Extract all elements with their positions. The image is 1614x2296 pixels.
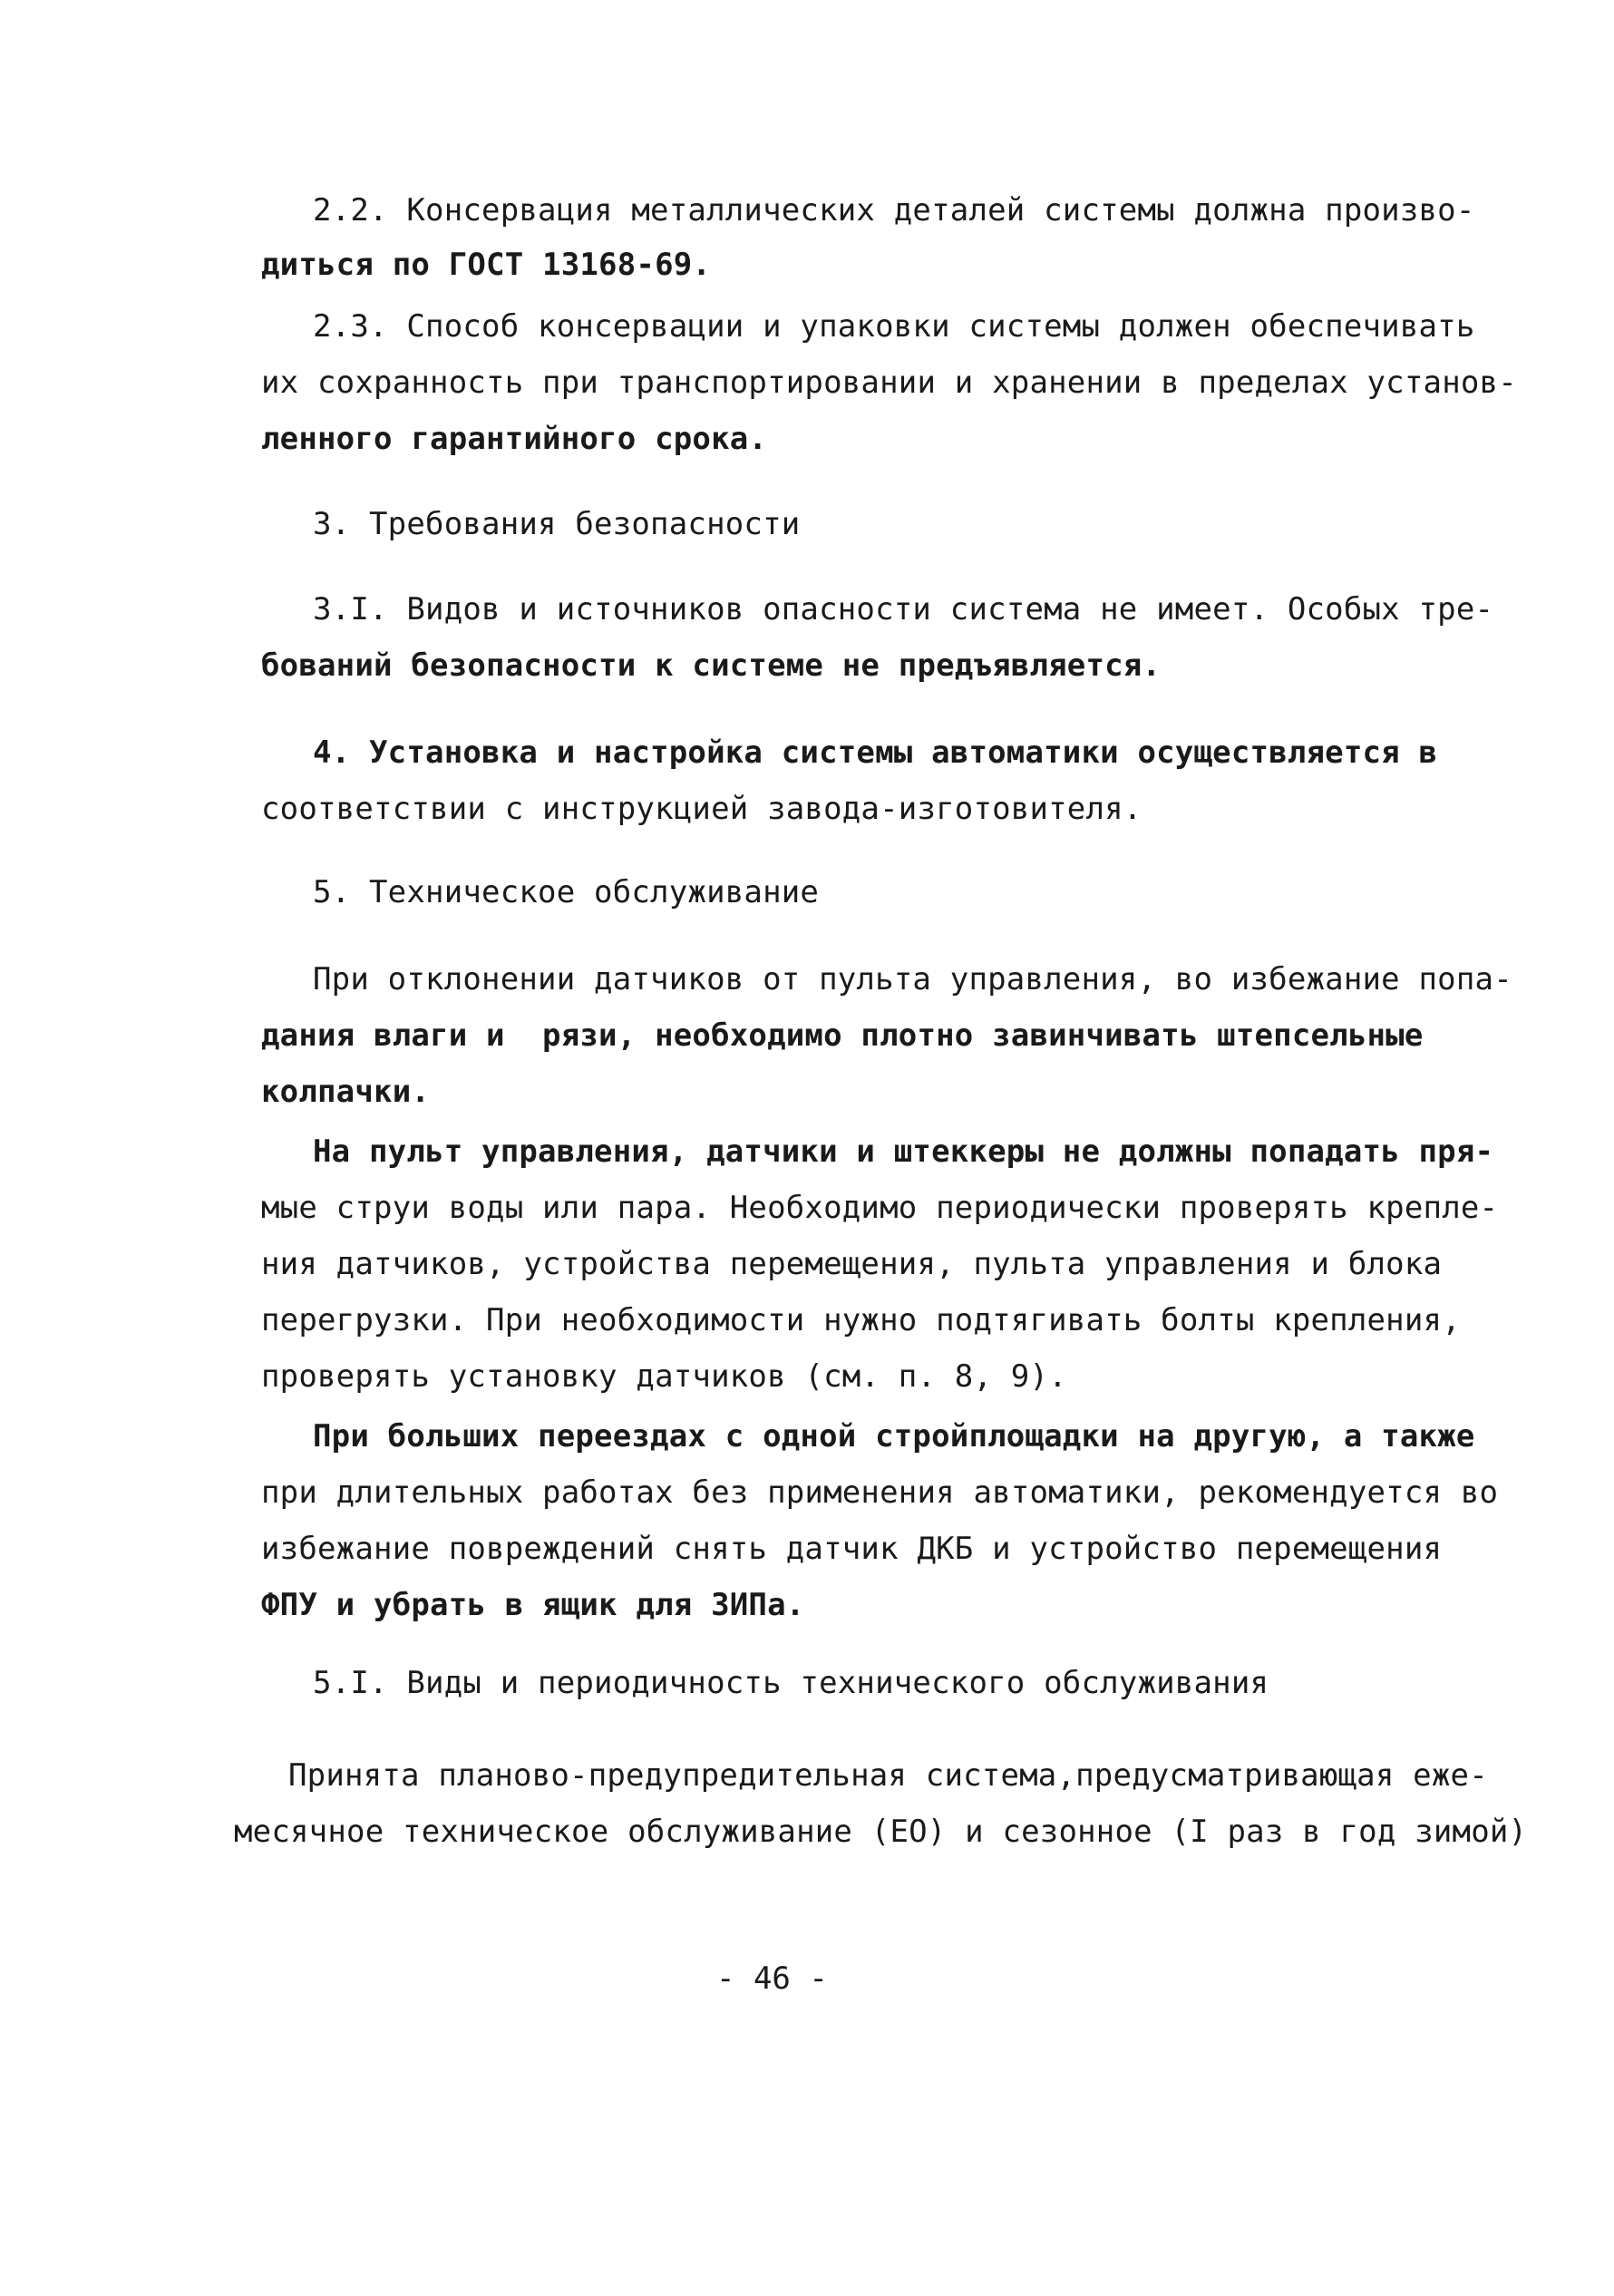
text-line: 3.I. Видов и источников опасности система не имеет. Особых тре- [313, 591, 1494, 628]
text-line: 2.3. Способ консервации и упаковки системы должен обеспечивать [313, 308, 1475, 345]
text-line: избежание повреждений снять датчик ДКБ и устройство перемещения [261, 1531, 1443, 1567]
section-heading: 5.I. Виды и периодичность технического обслуживания [313, 1665, 1269, 1701]
text-line: проверять установку датчиков (см. п. 8, 9). [261, 1358, 1067, 1395]
text-line: ния датчиков, устройства перемещения, пульта управления и блока [261, 1246, 1443, 1282]
text-line: их сохранность при транспортировании и хранении в пределах установ- [261, 365, 1517, 401]
text-line: При отклонении датчиков от пульта управления, во избежание попа- [313, 961, 1512, 997]
text-line: На пульт управления, датчики и штеккеры не должны попадать пря- [313, 1133, 1494, 1170]
text-line: 2.2. Консервация металлических деталей системы должна произво- [313, 192, 1475, 229]
text-line: Принята планово-предупредительная система,предусматривающая еже- [288, 1757, 1488, 1794]
section-heading: 5. Техническое обслуживание [313, 874, 820, 910]
text-line: колпачки. [261, 1074, 431, 1110]
text-line: бований безопасности к системе не предъявляется. [261, 647, 1162, 684]
text-line: 4. Установка и настройка системы автоматики осуществляется в [313, 735, 1438, 771]
text-line: При больших переездах с одной стройплощадки на другую, а также [313, 1418, 1475, 1454]
text-line: ленного гарантийного срока. [261, 421, 768, 457]
text-line: месячное техническое обслуживание (ЕО) и сезонное (I раз в год зимой) [234, 1814, 1528, 1850]
text-line: ФПУ и убрать в ящик для ЗИПа. [261, 1587, 805, 1623]
section-heading: 3. Требования безопасности [313, 506, 801, 542]
text-line: перегрузки. При необходимости нужно подтягивать болты крепления, [261, 1302, 1461, 1338]
text-line: мые струи воды или пара. Необходимо периодически проверять крепле- [261, 1190, 1499, 1226]
text-line: при длительных работах без применения автоматики, рекомендуется во [261, 1474, 1499, 1511]
text-line: диться по ГОСТ 13168-69. [261, 247, 712, 283]
text-line: соответствии с инструкцией завода-изготовителя. [261, 791, 1142, 827]
text-line: дания влаги и рязи, необходимо плотно завинчивать штепсельные [261, 1017, 1424, 1054]
page-number: - 46 - [716, 1960, 828, 1997]
